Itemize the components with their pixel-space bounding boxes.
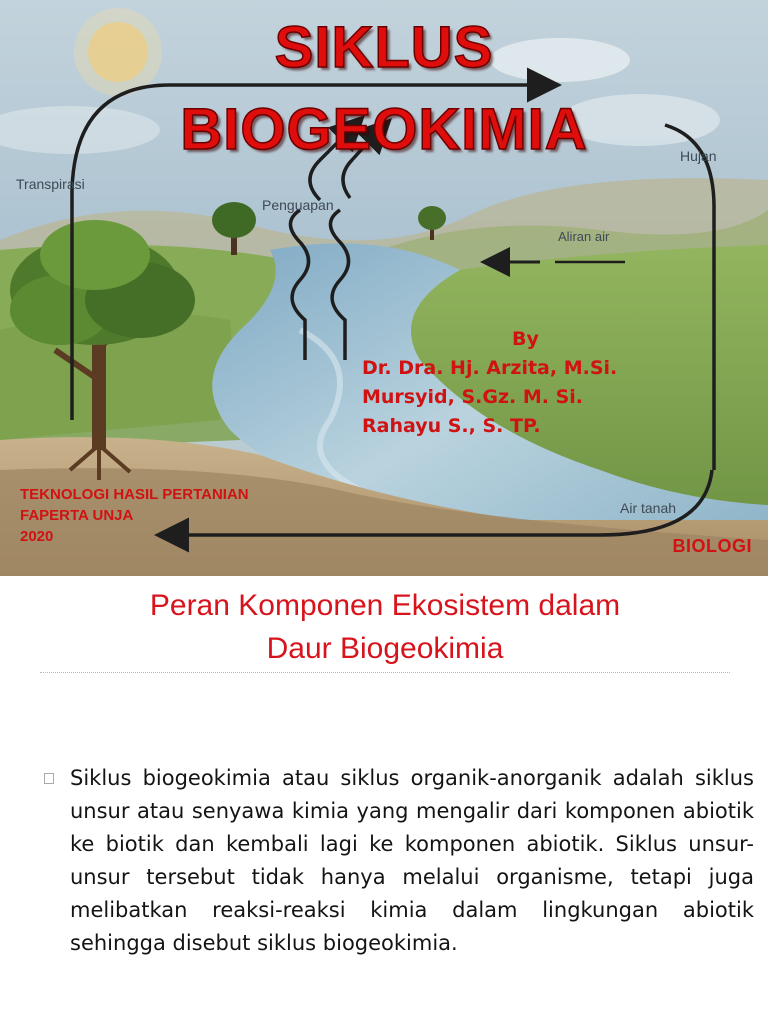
institution-line: TEKNOLOGI HASIL PERTANIAN bbox=[20, 486, 249, 503]
label-hujan: Hujan bbox=[680, 148, 717, 164]
label-air-tanah: Air tanah bbox=[620, 500, 677, 516]
label-transpirasi: Transpirasi bbox=[16, 176, 85, 192]
author-name: Mursyid, S.Gz. M. Si. bbox=[362, 386, 583, 408]
author-name: Dr. Dra. Hj. Arzita, M.Si. bbox=[362, 357, 618, 379]
institution-line: FAPERTA UNJA bbox=[20, 507, 134, 524]
institution-block bbox=[20, 484, 249, 547]
heading-line: Daur Biogeokimia bbox=[266, 632, 504, 665]
label-aliran-air: Aliran air bbox=[558, 229, 610, 244]
bullet-item bbox=[44, 762, 754, 960]
author-name: Rahayu S., S. TP. bbox=[362, 415, 541, 437]
subject-label: BIOLOGI bbox=[672, 536, 752, 556]
divider bbox=[40, 672, 730, 673]
slide-title-line2: BIOGEOKIMIA bbox=[180, 97, 588, 162]
label-penguapan: Penguapan bbox=[262, 197, 334, 213]
institution-line: 2020 bbox=[20, 528, 54, 545]
slide-title-line1: SIKLUS bbox=[274, 15, 494, 80]
by-label: By bbox=[512, 328, 539, 350]
authors-block bbox=[362, 325, 617, 441]
square-bullet-icon bbox=[44, 773, 54, 784]
content-slide bbox=[0, 576, 768, 1024]
paragraph-text: Siklus biogeokimia atau siklus organik-anorganik adalah siklus unsur atau senyawa kimia yang mengalir dari komponen abiotik ke biotik dan kembali lagi ke komponen abiotik. Siklus unsur-unsur tersebut tidak hanya melalui organisme, tetapi juga melibatkan reaksi-reaksi kimia dalam lingkungan abiotik sehingga disebut siklus biogeokimia. bbox=[70, 766, 754, 955]
heading-line: Peran Komponen Ekosistem dalam bbox=[149, 589, 621, 622]
slide-heading bbox=[40, 584, 730, 670]
